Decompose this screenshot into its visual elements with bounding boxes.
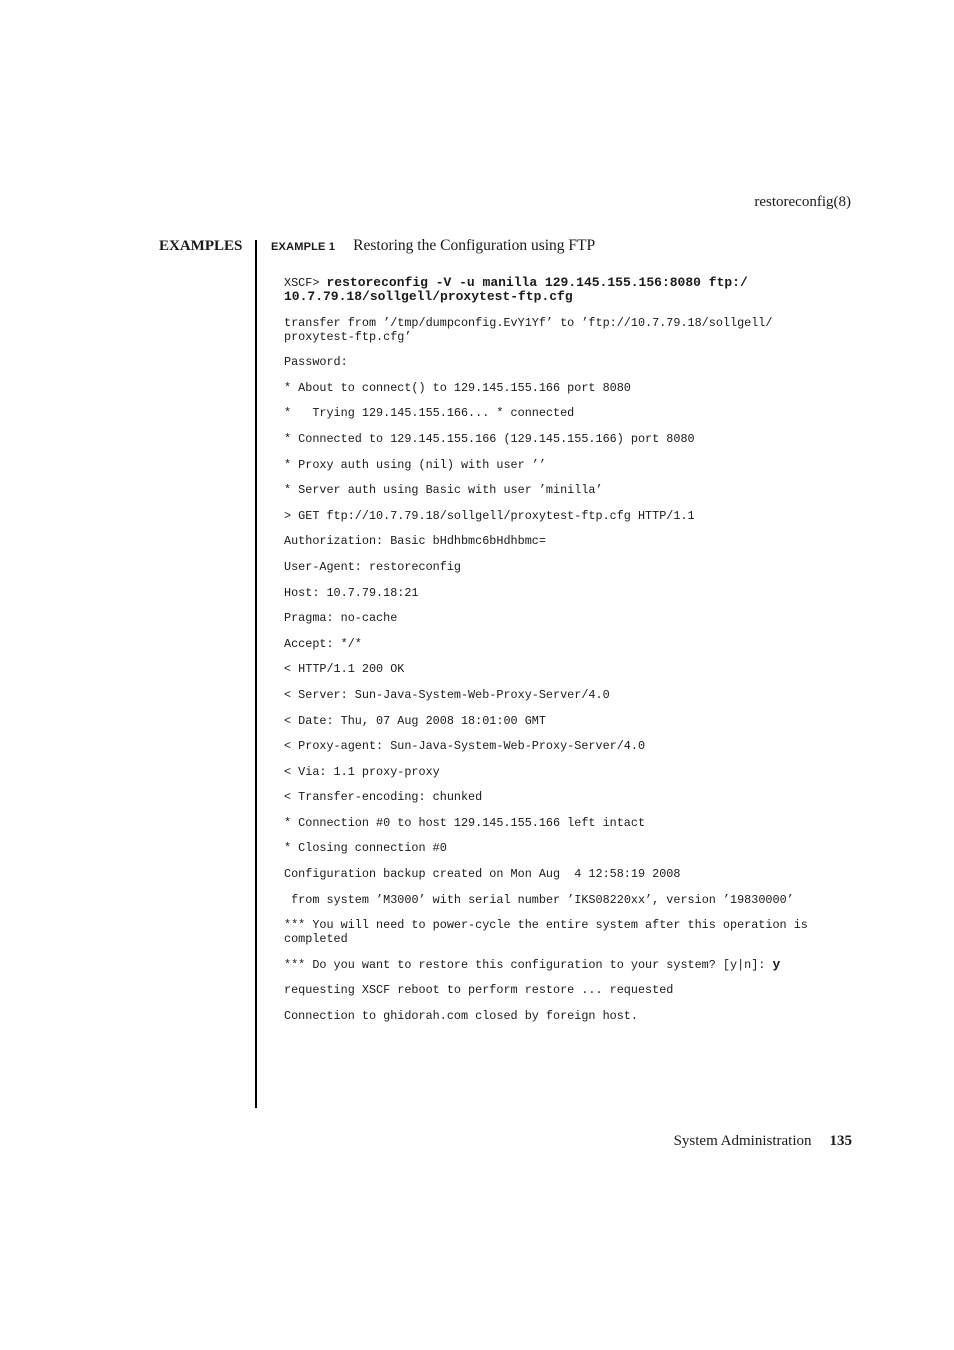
output-line: Password: <box>284 355 348 370</box>
output-line: < Server: Sun-Java-System-Web-Proxy-Server/4.0 <box>284 687 610 702</box>
command-prompt: XSCF> <box>284 276 320 290</box>
code-block <box>284 276 854 1035</box>
output-line: *** You will need to power-cycle the entire system after this operation is completed <box>284 918 808 947</box>
output-line: requesting XSCF reboot to perform restore ... requested <box>284 983 674 998</box>
output-line: * Connection #0 to host 129.145.155.166 left intact <box>284 815 646 830</box>
output-line: * About to connect() to 129.145.155.166 port 8080 <box>284 380 631 395</box>
command-line <box>284 276 854 304</box>
footer-book-title: System Administration <box>673 1133 812 1149</box>
output-line: Connection to ghidorah.com closed by foreign host. <box>284 1009 638 1024</box>
confirm-question: *** Do you want to restore this configuration to your system? [y|n]: <box>284 957 773 972</box>
output-line: Configuration backup created on Mon Aug 4 12:58:19 2008 <box>284 867 681 882</box>
output-line: * Closing connection #0 <box>284 841 447 856</box>
output-line: * Server auth using Basic with user ’minilla’ <box>284 483 603 498</box>
output-line: from system ’M3000’ with serial number ’IKS08220xx’, version ’19830000’ <box>284 892 794 907</box>
output-line: < Proxy-agent: Sun-Java-System-Web-Proxy-Server/4.0 <box>284 739 646 754</box>
confirm-answer: y <box>772 956 781 972</box>
output-line: Accept: */* <box>284 636 362 651</box>
running-footer <box>674 1133 852 1150</box>
output-line: Authorization: Basic bHdhbmc6bHdhbmc= <box>284 534 546 549</box>
example-tag: EXAMPLE 1 <box>271 241 336 253</box>
example-heading <box>271 237 595 255</box>
output-line: Host: 10.7.79.18:21 <box>284 585 419 600</box>
command-text: restoreconfig -V -u manilla 129.145.155.156:8080 ftp:/ 10.7.79.18/sollgell/proxytest-ftp.cfg <box>284 275 748 304</box>
output-line: * Proxy auth using (nil) with user ’’ <box>284 457 546 472</box>
output-line: < HTTP/1.1 200 OK <box>284 662 405 677</box>
output-line: * Connected to 129.145.155.166 (129.145.155.166) port 8080 <box>284 431 695 446</box>
output-line: < Via: 1.1 proxy-proxy <box>284 764 440 779</box>
footer-page-number: 135 <box>829 1133 852 1149</box>
running-header: restoreconfig(8) <box>754 194 851 210</box>
confirm-line <box>284 958 854 972</box>
example-title: Restoring the Configuration using FTP <box>353 237 596 254</box>
section-label: EXAMPLES <box>159 238 243 254</box>
output-line: Pragma: no-cache <box>284 611 398 626</box>
output-line: transfer from ’/tmp/dumpconfig.EvY1Yf’ to ’ftp://10.7.79.18/sollgell/ proxytest-ftp.cfg’ <box>284 315 773 344</box>
output-line: * Trying 129.145.155.166... * connected <box>284 406 575 421</box>
output-line: User-Agent: restoreconfig <box>284 559 461 574</box>
section-rule <box>255 240 257 1108</box>
output-line: < Transfer-encoding: chunked <box>284 790 483 805</box>
output-line: > GET ftp://10.7.79.18/sollgell/proxytest-ftp.cfg HTTP/1.1 <box>284 508 695 523</box>
output-line: < Date: Thu, 07 Aug 2008 18:01:00 GMT <box>284 713 546 728</box>
